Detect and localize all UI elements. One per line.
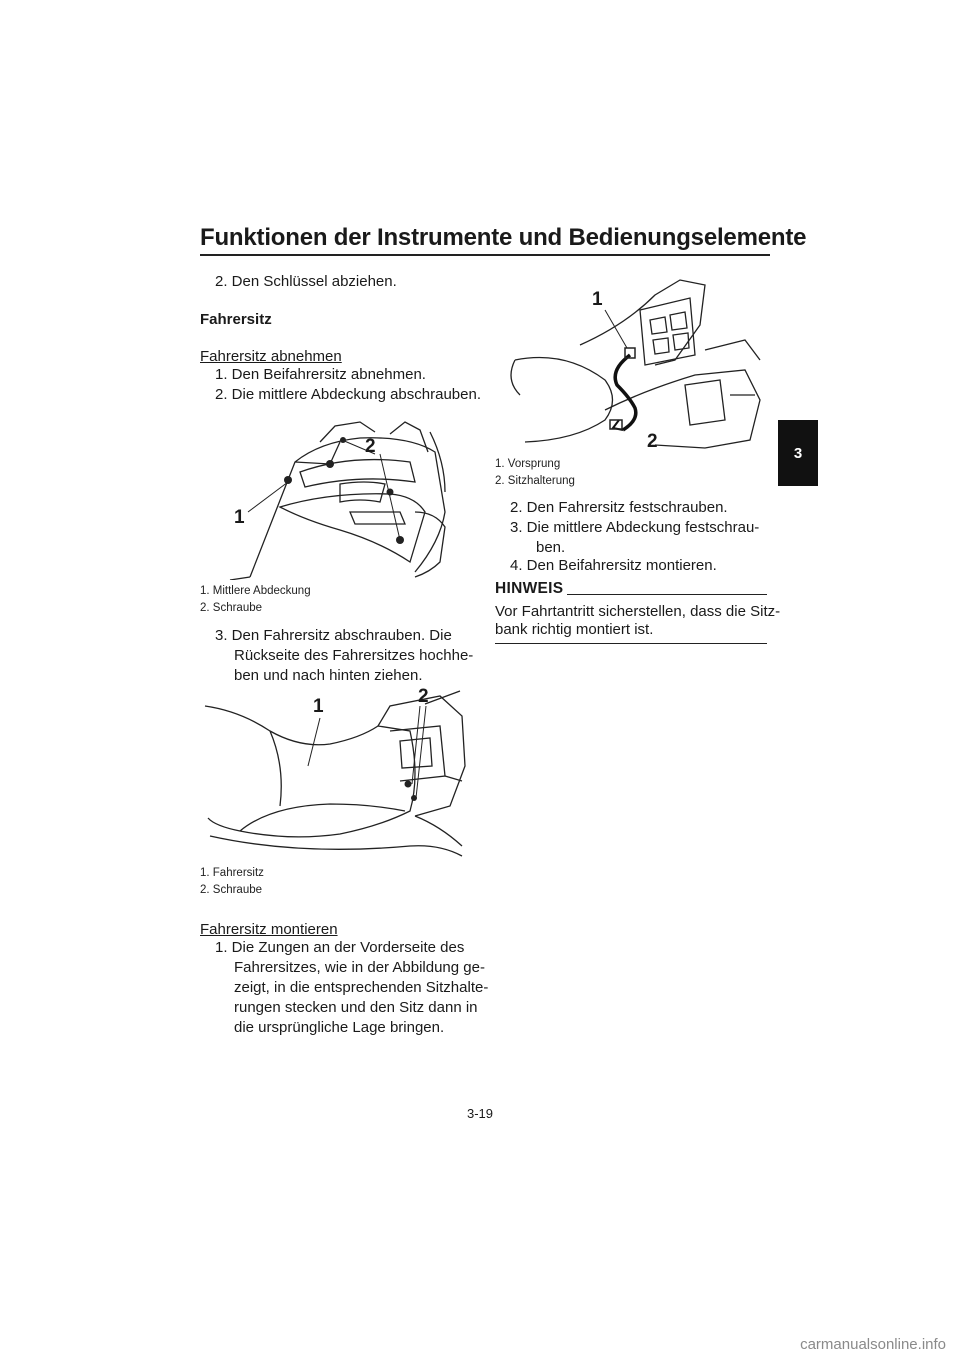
figure-seat-holder xyxy=(505,270,765,455)
note-text-line-1: Vor Fahrtantritt sicherstellen, dass die Sitz- xyxy=(495,603,781,620)
fig1-legend-2: 2. Schraube xyxy=(200,602,263,614)
step-3-line-3: ben und nach hinten ziehen. xyxy=(234,667,423,684)
fig2-callout-1: 1 xyxy=(313,696,324,717)
install-step-2: 2. Den Fahrersitz festschrauben. xyxy=(510,499,728,516)
watermark xyxy=(700,1336,960,1358)
step-3-line-1: 3. Den Fahrersitz abschrauben. Die xyxy=(215,627,452,644)
note-text-line-2: bank richtig montiert ist. xyxy=(495,621,654,638)
install-step-1-line-1: 1. Die Zungen an der Vorderseite des xyxy=(215,939,465,956)
fig3-callout-1: 1 xyxy=(592,289,603,310)
fig1-callout-2: 2 xyxy=(365,436,376,457)
fig3-legend-2: 2. Sitzhalterung xyxy=(495,475,575,487)
remove-step-2: 2. Die mittlere Abdeckung abschrauben. xyxy=(215,386,481,403)
install-step-4: 4. Den Beifahrersitz montieren. xyxy=(510,557,717,574)
chapter-tab: 3 xyxy=(778,420,818,486)
fig2-legend-1: 1. Fahrersitz xyxy=(200,867,264,879)
install-step-1-line-2: Fahrersitzes, wie in der Abbildung ge- xyxy=(234,959,485,976)
section-heading: Fahrersitz xyxy=(200,311,272,328)
subheading-install: Fahrersitz montieren xyxy=(200,921,338,938)
step-remove-key: 2. Den Schlüssel abziehen. xyxy=(215,273,397,290)
figure-rider-seat xyxy=(200,686,470,864)
fig3-callout-2: 2 xyxy=(647,431,658,452)
fig2-legend-2: 2. Schraube xyxy=(200,884,263,896)
fig1-legend-1: 1. Mittlere Abdeckung xyxy=(200,585,311,597)
install-step-1-line-3: zeigt, in die entsprechenden Sitzhalte- xyxy=(234,979,489,996)
note-end-rule xyxy=(495,643,767,644)
install-step-1-line-4: rungen stecken und den Sitz dann in xyxy=(234,999,478,1016)
remove-step-1: 1. Den Beifahrersitz abnehmen. xyxy=(215,366,426,383)
subheading-remove: Fahrersitz abnehmen xyxy=(200,348,342,365)
fig1-callout-1: 1 xyxy=(234,507,245,528)
step-3-line-2: Rückseite des Fahrersitzes hochhe- xyxy=(234,647,474,664)
figure-center-cover xyxy=(200,412,470,580)
note-title: HINWEIS xyxy=(495,580,564,597)
page-title: Funktionen der Instrumente und Bedienungselemente xyxy=(200,224,807,251)
watermark-text: carmanualsonline.info xyxy=(800,1336,946,1353)
note-heading-rule xyxy=(567,594,767,595)
page-number: 3-19 xyxy=(466,1106,494,1121)
fig3-legend-1: 1. Vorsprung xyxy=(495,458,561,470)
fig2-callout-2: 2 xyxy=(418,686,429,707)
install-step-1-line-5: die ursprüngliche Lage bringen. xyxy=(234,1019,445,1036)
install-step-3-line-2: ben. xyxy=(536,539,566,556)
note-heading xyxy=(495,580,767,598)
title-rule xyxy=(200,254,770,256)
install-step-3-line-1: 3. Die mittlere Abdeckung festschrau- xyxy=(510,519,760,536)
